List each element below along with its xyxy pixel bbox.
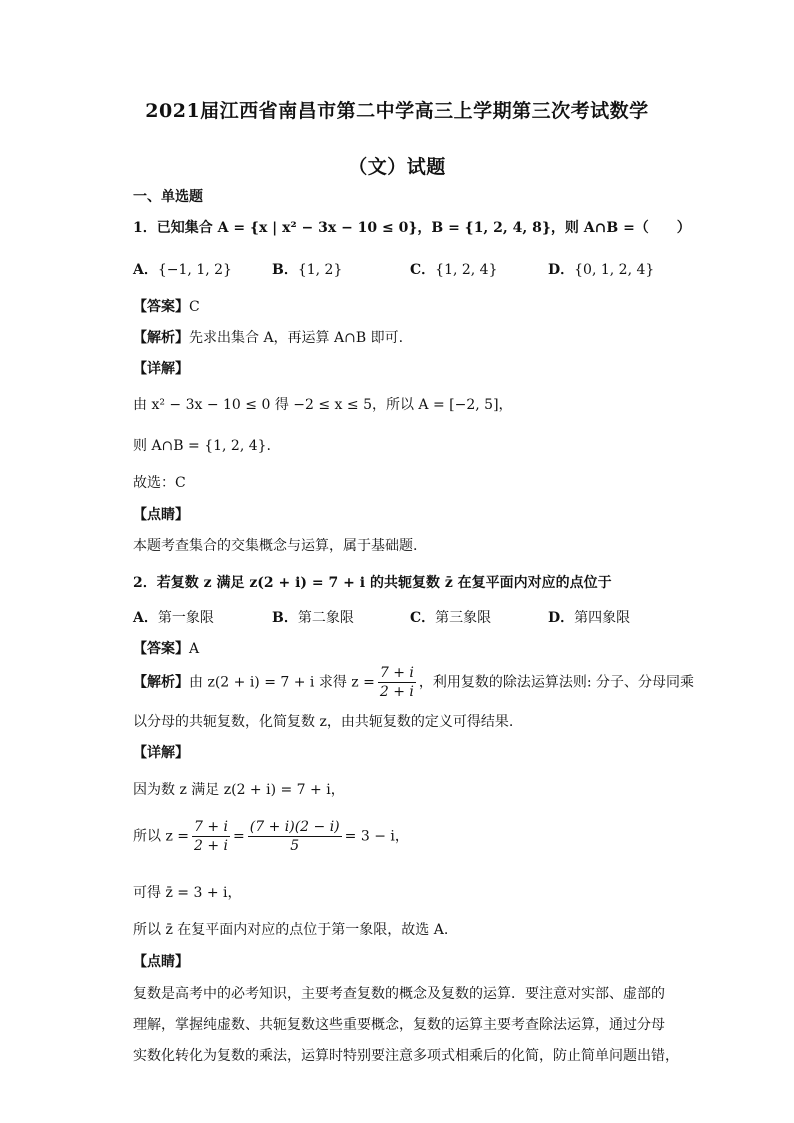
answer-tag: 【答案】 [133, 299, 189, 315]
q2-answer [133, 638, 199, 658]
option-text: {1, 2} [297, 262, 343, 278]
answer-tag: 【答案】 [133, 641, 189, 657]
q1-comment: 本题考查集合的交集概念与运算，属于基础题. [133, 538, 418, 554]
q2-option-a [133, 607, 214, 627]
q2-comment-line2: 理解，掌握纯虚数、共轭复数这些重要概念，复数的运算主要考查除法运算，通过分母 [133, 1017, 665, 1033]
q2-detail-line2 [133, 818, 409, 855]
detail-text-pre: 所以 z = [133, 828, 190, 845]
q1-answer [133, 296, 200, 316]
q1-detail-tag: 【详解】 [133, 361, 189, 377]
option-label: C． [410, 610, 436, 626]
analysis-tag: 【解析】 [133, 674, 189, 691]
fraction-denominator: 2 + i [379, 684, 414, 700]
q1-option-d [548, 259, 654, 279]
q2-comment-line3: 实数化转化为复数的乘法，运算时特别要注意多项式相乘后的化简，防止简单问题出错， [133, 1048, 679, 1064]
q2-comment-tag: 【点睛】 [133, 954, 189, 970]
q2-analysis [133, 664, 694, 701]
fraction-numerator: 7 + i [379, 665, 414, 681]
answer-value: A [189, 641, 200, 657]
fraction-numerator: 7 + i [194, 819, 229, 835]
document-title-line1: 2021届江西省南昌市第二中学高三上学期第三次考试数学 [145, 100, 649, 122]
option-text: 第三象限 [435, 610, 492, 626]
fraction-denominator: 2 + i [194, 838, 229, 854]
q1-option-b [272, 259, 342, 279]
fraction-denominator: 5 [290, 838, 300, 854]
q1-comment-tag: 【点睛】 [133, 507, 189, 523]
q1-analysis [133, 327, 403, 347]
option-label: A． [133, 262, 158, 278]
option-text: 第一象限 [157, 610, 214, 626]
fraction-numerator: (7 + i)(2 − i) [249, 819, 340, 835]
q1-option-c [410, 259, 498, 279]
section-heading: 一、单选题 [133, 189, 203, 205]
option-label: C． [410, 262, 436, 278]
answer-value: C [189, 299, 200, 315]
q2-stem: 2．若复数 z 满足 z(2 + i) = 7 + i 的共轭复数 z̄ 在复平面内对应的点位于 [133, 575, 612, 591]
q1-option-a [133, 259, 232, 279]
q2-detail-line4: 所以 z̄ 在复平面内对应的点位于第一象限，故选 A. [133, 922, 449, 938]
analysis-text-post: ，利用复数的除法运算法则: 分子、分母同乘 [418, 674, 695, 691]
option-text: {1, 2, 4} [435, 262, 498, 278]
detail-fraction-1 [192, 818, 230, 855]
option-label: D． [548, 262, 575, 278]
q1-detail-line1: 由 x² − 3x − 10 ≤ 0 得 −2 ≤ x ≤ 5，所以 A = [−2, 5]， [133, 397, 513, 413]
option-label: D． [548, 610, 575, 626]
q2-analysis-line2: 以分母的共轭复数，化简复数 z，由共轭复数的定义可得结果. [133, 714, 514, 730]
q2-detail-tag: 【详解】 [133, 745, 189, 761]
document-title-line2: （文）试题 [348, 156, 446, 178]
q2-option-d [548, 607, 630, 627]
q2-detail-line1: 因为数 z 满足 z(2 + i) = 7 + i， [133, 782, 345, 798]
analysis-tag: 【解析】 [133, 330, 189, 346]
analysis-fraction [378, 664, 416, 701]
option-text: {0, 1, 2, 4} [574, 262, 655, 278]
q1-detail-line3: 故选：C [133, 475, 186, 491]
detail-text-post: = 3 − i， [344, 828, 409, 845]
analysis-text-pre: 由 z(2 + i) = 7 + i 求得 z = [189, 674, 375, 691]
q2-detail-line3: 可得 z̄ = 3 + i， [133, 885, 242, 901]
q2-comment-line1: 复数是高考中的必考知识，主要考查复数的概念及复数的运算．要注意对实部、虚部的 [133, 986, 665, 1002]
option-text: 第四象限 [574, 610, 631, 626]
detail-equals: = [233, 828, 245, 845]
option-text: {−1, 1, 2} [157, 262, 232, 278]
q1-detail-line2: 则 A∩B = {1, 2, 4}. [133, 438, 271, 454]
option-label: B． [272, 262, 298, 278]
analysis-text: 先求出集合 A，再运算 A∩B 即可. [189, 330, 404, 346]
q2-option-b [272, 607, 354, 627]
option-label: A． [133, 610, 158, 626]
detail-fraction-2 [248, 818, 342, 855]
q1-stem: 1．已知集合 A = {x | x² − 3x − 10 ≤ 0}，B = {1, 2, 4, 8}，则 A∩B =（ ） [133, 220, 691, 236]
option-text: 第二象限 [297, 610, 354, 626]
option-label: B． [272, 610, 298, 626]
q2-option-c [410, 607, 491, 627]
